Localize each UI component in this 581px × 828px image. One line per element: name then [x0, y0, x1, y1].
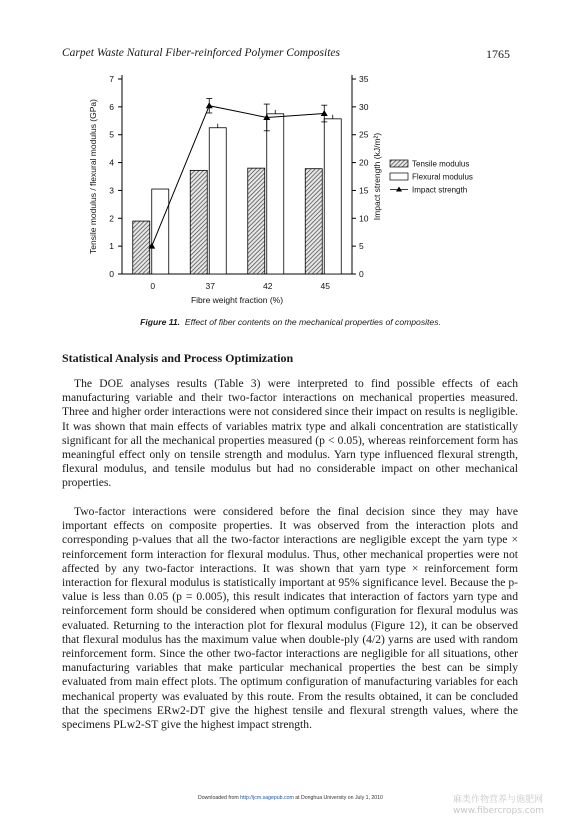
footer-link[interactable]: http://jcm.sagepub.com [240, 795, 294, 801]
left-y-tick-label: 1 [109, 241, 114, 252]
right-y-tick-label: 0 [359, 269, 364, 279]
bar-tensile-modulus [190, 170, 207, 274]
figure-caption [0, 317, 581, 327]
right-y-tick-label: 25 [359, 129, 369, 140]
right-y-tick-label: 5 [359, 241, 364, 252]
left-y-tick-label: 6 [109, 101, 114, 112]
right-y-tick-label: 30 [359, 101, 369, 112]
left-y-axis-label: Tensile modulus / flexural modulus (GPa) [88, 99, 98, 254]
body-paragraph-1 [62, 377, 518, 491]
right-y-tick-label: 10 [359, 213, 369, 224]
legend-swatch-tensile [390, 160, 408, 167]
left-y-tick-label: 3 [109, 185, 114, 196]
left-y-tick-label: 2 [109, 213, 114, 224]
figure-11-chart [0, 0, 581, 320]
figure-caption-label: Figure 11. [140, 317, 181, 327]
legend-swatch-flexural [390, 173, 408, 180]
legend-label-flexural: Flexural modulus [412, 172, 473, 182]
paragraph-text: The DOE analyses results (Table 3) were interpreted to find possible effects of each manufacturing variable and their two-factor interactions on mechanical properties measured. Three and higher order interactions were not considered since their impact on results is negligible. It was shown that main effects of variables matrix type and alkali concentration are statistically significant for all the mechanical properties measured (p < 0.05), whereas reinforcement form has meaningful effect only on tensile strength and modulus. Yarn type influenced flexural strength, flexural modulus, and tensile modulus but had no considerable impact on other mechanical properties. [62, 377, 518, 490]
site-watermark [453, 795, 544, 817]
bar-tensile-modulus [133, 221, 150, 274]
impact-strength-line [152, 106, 325, 246]
impact-strength-marker [206, 102, 213, 108]
right-y-tick-label: 20 [359, 157, 369, 168]
bar-flexural-modulus [267, 114, 284, 274]
x-tick-label: 42 [263, 281, 273, 291]
page-number: 1765 [486, 47, 510, 61]
impact-strength-marker [321, 110, 328, 116]
body-paragraph-2 [62, 505, 518, 732]
bar-tensile-modulus [305, 169, 322, 274]
right-y-tick-label: 35 [359, 74, 369, 84]
paragraph-text: Two-factor interactions were considered before the final decision since they may have important effects on composite properties. It was observed from the interaction plots and corresponding p-values that all the two-factor interactions are negligible except the yarn type × reinforcement form interaction for flexural modulus. Thus, other mechanical properties were not affected by any two-factor interactions. It was shown that yarn type × reinforcement form interaction for flexural modulus is statistically important at 95% significance level. Because the p-value is less than 0.05 (p = 0.005), this result indicates that interaction of factors yarn type and reinforcement form should be considered when optimum configuration for flexural modulus was evaluated. Returning to the interaction plot for flexural modulus (Figure 12), it can be observed that flexural modulus has the maximum value when double-ply (4/2) yarns are used with random reinforcement form. Since the other two-factor interactions are negligible for all situations, other manufacturing variables that make particular mechanical properties the best can be simply evaluated from main effect plots. The optimum configuration of manufacturing variables for each mechanical property was evaluated by this route. From the results obtained, it can be concluded that the specimens ERw2-DT give the highest tensile and flexural strength values, where the specimens PLw2-ST give the highest impact strength. [62, 505, 518, 732]
x-axis-label: Fibre weight fraction (%) [190, 295, 284, 305]
right-y-axis-label: Impact strength (kJ/m²) [372, 132, 382, 221]
bar-flexural-modulus [324, 119, 341, 274]
x-tick-label: 0 [150, 281, 156, 291]
bar-tensile-modulus [248, 168, 265, 274]
legend-label-impact: Impact strength [412, 185, 468, 195]
left-y-tick-label: 5 [109, 129, 114, 140]
bar-flexural-modulus [152, 189, 169, 274]
right-y-tick-label: 15 [359, 185, 369, 196]
figure-caption-text: Effect of fiber contents on the mechanical properties of composites. [184, 317, 441, 327]
footer-suffix: at Donghua University on July 1, 2010 [295, 795, 383, 801]
running-header-title: Carpet Waste Natural Fiber-reinforced Polymer Composites [62, 47, 340, 59]
chart-plot-area [88, 74, 473, 305]
footer-prefix: Downloaded from [198, 795, 239, 801]
x-tick-label: 45 [320, 281, 330, 291]
watermark-line-2: www.fibercrops.com [453, 806, 544, 816]
left-y-tick-label: 4 [109, 157, 114, 168]
bar-flexural-modulus [209, 128, 226, 274]
left-y-tick-label: 0 [109, 269, 114, 279]
x-tick-label: 37 [205, 281, 215, 291]
legend-swatch-impact-marker [396, 187, 402, 192]
left-y-tick-label: 7 [109, 74, 114, 84]
section-heading: Statistical Analysis and Process Optimization [62, 351, 294, 365]
watermark-line-1: 麻类作物营养与施肥网 [453, 795, 544, 805]
legend-label-tensile: Tensile modulus [412, 159, 470, 169]
